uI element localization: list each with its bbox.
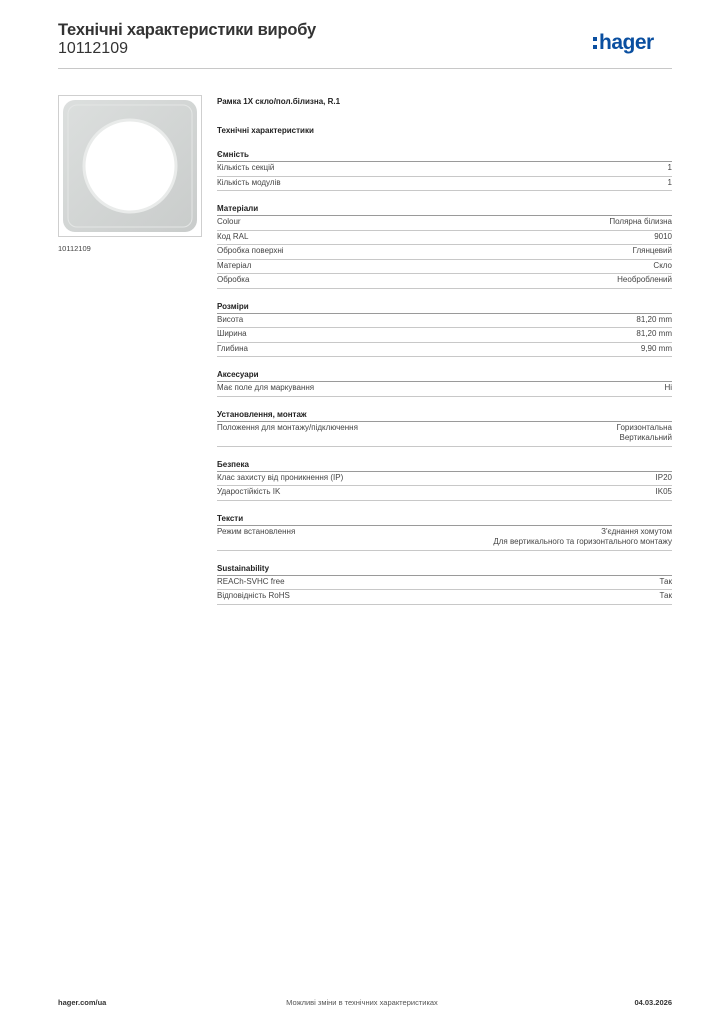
spec-value-line: 81,20 mm <box>636 329 672 338</box>
spec-label: REACh-SVHC free <box>217 576 285 586</box>
spec-value <box>636 315 672 326</box>
spec-value <box>660 577 672 588</box>
spec-label: Кількість модулів <box>217 177 281 187</box>
product-code: 10112109 <box>58 40 128 57</box>
spec-value-line: 1 <box>667 177 672 187</box>
spec-value <box>633 246 672 257</box>
spec-row <box>217 382 672 397</box>
product-name: Рамка 1X скло/пол.білизна, R.1 <box>217 97 341 106</box>
spec-value-line: Скло <box>653 260 672 270</box>
spec-value <box>664 383 672 394</box>
spec-value <box>656 473 672 484</box>
spec-value-line: Полярна білизна <box>609 217 672 226</box>
spec-group-title: Тексти <box>217 513 672 526</box>
spec-row <box>217 162 672 177</box>
spec-row <box>217 526 672 551</box>
spec-row <box>217 274 672 289</box>
spec-value <box>641 344 672 355</box>
spec-value <box>636 329 672 340</box>
spec-group <box>217 203 672 289</box>
hager-logo <box>592 26 674 58</box>
product-image <box>58 95 202 237</box>
spec-value-line: Горизонтальна <box>616 422 672 432</box>
spec-value-line: Необроблений <box>617 275 672 284</box>
spec-row <box>217 245 672 260</box>
spec-row <box>217 260 672 275</box>
spec-group-title: Установлення, монтаж <box>217 409 672 422</box>
spec-group-title: Матеріали <box>217 203 672 216</box>
spec-value-line: Так <box>659 576 672 586</box>
spec-groups <box>217 149 672 605</box>
spec-group <box>217 409 672 447</box>
spec-label: Обробка поверхні <box>217 246 284 255</box>
spec-row <box>217 314 672 329</box>
spec-label: Ударостійкість IK <box>217 487 281 496</box>
spec-value-line: 9010 <box>654 231 672 241</box>
spec-table <box>217 96 672 605</box>
spec-value-line: Ні <box>664 383 672 392</box>
spec-row <box>217 576 672 591</box>
spec-label: Кількість секцій <box>217 163 275 172</box>
footer-date: 04.03.2026 <box>634 998 672 1007</box>
spec-row <box>217 472 672 487</box>
spec-label: Код RAL <box>217 231 249 241</box>
spec-label: Положення для монтажу/підключення <box>217 422 358 432</box>
spec-group <box>217 459 672 501</box>
spec-label: Матеріал <box>217 260 252 270</box>
spec-value <box>493 527 672 548</box>
spec-value <box>617 423 672 444</box>
spec-label: Глибина <box>217 343 248 353</box>
spec-label: Colour <box>217 217 241 226</box>
spec-group-title: Безпека <box>217 459 672 472</box>
spec-row <box>217 590 672 605</box>
image-caption: 10112109 <box>58 244 91 253</box>
spec-value-line: Так <box>659 591 672 600</box>
spec-label: Має поле для маркування <box>217 383 315 392</box>
spec-group <box>217 301 672 358</box>
spec-value-line: Вертикальний <box>619 433 672 442</box>
spec-heading: Технічні характеристики <box>217 126 314 135</box>
spec-row <box>217 216 672 231</box>
spec-group-title: Sustainability <box>217 563 672 576</box>
page-title: Технічні характеристики виробу <box>58 21 316 39</box>
spec-value <box>609 217 672 228</box>
spec-row <box>217 328 672 343</box>
spec-label: Ширина <box>217 329 247 338</box>
spec-label: Висота <box>217 314 244 324</box>
spec-value <box>656 487 672 498</box>
spec-value-line: 81,20 mm <box>636 314 672 324</box>
spec-row <box>217 486 672 501</box>
spec-value <box>617 275 672 286</box>
spec-value <box>660 591 672 602</box>
spec-row <box>217 422 672 447</box>
svg-text:hager: hager <box>599 31 654 54</box>
spec-group <box>217 149 672 191</box>
spec-row <box>217 343 672 358</box>
spec-group <box>217 513 672 551</box>
spec-group-title: Розміри <box>217 301 672 314</box>
spec-row <box>217 177 672 192</box>
spec-value-line: 1 <box>667 163 672 172</box>
spec-group-title: Ємність <box>217 149 672 162</box>
footer-notice: Можливі зміни в технічних характеристиках <box>286 998 438 1007</box>
frame-illustration <box>59 96 201 236</box>
spec-value <box>653 261 672 272</box>
spec-value-line: Для вертикального та горизонтального монтажу <box>493 537 672 546</box>
spec-label: Клас захисту від проникнення (IP) <box>217 472 344 482</box>
spec-value-line: Глянцевий <box>632 246 672 255</box>
spec-label: Режим встановлення <box>217 526 296 536</box>
spec-value-line: IK05 <box>655 487 672 496</box>
spec-group-title: Аксесуари <box>217 369 672 382</box>
spec-value-line: 9,90 mm <box>640 343 672 353</box>
spec-label: Відповідність RoHS <box>217 591 290 600</box>
footer-website: hager.com/ua <box>58 998 107 1007</box>
spec-row <box>217 231 672 246</box>
spec-group <box>217 369 672 397</box>
spec-value-line: IP20 <box>655 472 672 482</box>
spec-value <box>668 163 672 174</box>
spec-value <box>668 178 672 189</box>
header-divider <box>58 68 672 69</box>
spec-value-line: З'єднання хомутом <box>601 526 672 536</box>
spec-label: Обробка <box>217 275 250 284</box>
spec-value <box>654 232 672 243</box>
spec-group <box>217 563 672 605</box>
